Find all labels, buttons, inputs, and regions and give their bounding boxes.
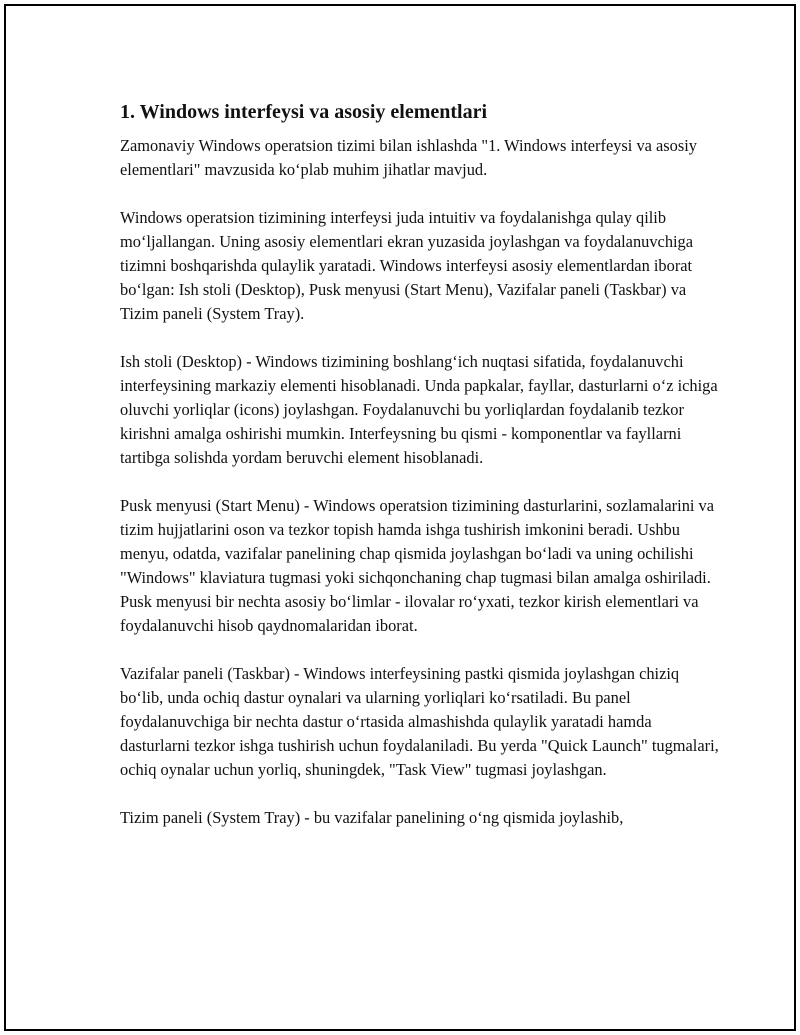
paragraph-interface-overview: Windows operatsion tizimining interfeysi juda intuitiv va foydalanishga qulay qilib mo‘ljallangan. Uning asosiy elementlari ekran yuzasida joylashgan va foydalanuvchiga tizimni boshqarishda qulaylik yaratadi. Windows interfeysi asosiy elementlardan iborat bo‘lgan: Ish stoli (Desktop), Pusk menyusi (Start Menu), Vazifalar paneli (Taskbar) va Tizim paneli (System Tray). <box>120 208 694 323</box>
page-frame <box>4 4 796 1031</box>
document-body <box>120 99 720 854</box>
paragraph-taskbar: Vazifalar paneli (Taskbar) - Windows interfeysining pastki qismida joylashgan chiziq bo‘lib, unda ochiq dastur oynalari va ularning yorliqlari ko‘rsatiladi. Bu panel foydalanuvchiga bir nechta dastur o‘rtasida almashishda qulaylik yaratadi hamda dasturlarni tezkor ishga tushirish uchun foydalaniladi. Bu yerda "Quick Launch" tugmalari, ochiq oynalar uchun yorliq, shuningdek, "Task View" tugmasi joylashgan. <box>120 664 719 779</box>
paragraph-start-menu: Pusk menyusi (Start Menu) - Windows operatsion tizimining dasturlarini, sozlamalarini va tizim hujjatlarini oson va tezkor topish hamda ishga tushirish imkonini beradi. Ushbu menyu, odatda, vazifalar panelining chap qismida joylashgan bo‘ladi va uning ochilishi "Windows" klaviatura tugmasi yoki sichqonchaning chap tugmasi bilan amalga oshiriladi. Pusk menyusi bir nechta asosiy bo‘limlar - ilovalar ro‘yxati, tezkor kirish elementlari va foydalanuvchi hisob qaydnomalaridan iborat. <box>120 496 715 635</box>
paragraph-desktop: Ish stoli (Desktop) - Windows tizimining boshlang‘ich nuqtasi sifatida, foydalanuvchi interfeysining markaziy elementi hisoblanadi. Unda papkalar, fayllar, dasturlarni o‘z ichiga oluvchi yorliqlar (icons) joylashgan. Foydalanuvchi bu yorliqlardan foydalanib tezkor kirishni amalga oshirishi mumkin. Interfeysning bu qismi - komponentlar va fayllarni tartibga solishda yordam beruvchi element hisoblanadi. <box>120 352 718 467</box>
paragraph-system-tray: Tizim paneli (System Tray) - bu vazifalar panelining o‘ng qismida joylashib, <box>120 808 624 827</box>
paragraph-intro: Zamonaviy Windows operatsion tizimi bilan ishlashda "1. Windows interfeysi va asosiy elementlari" mavzusida ko‘plab muhim jihatlar mavjud. <box>120 136 697 179</box>
document-heading: 1. Windows interfeysi va asosiy elementlari <box>120 101 488 123</box>
